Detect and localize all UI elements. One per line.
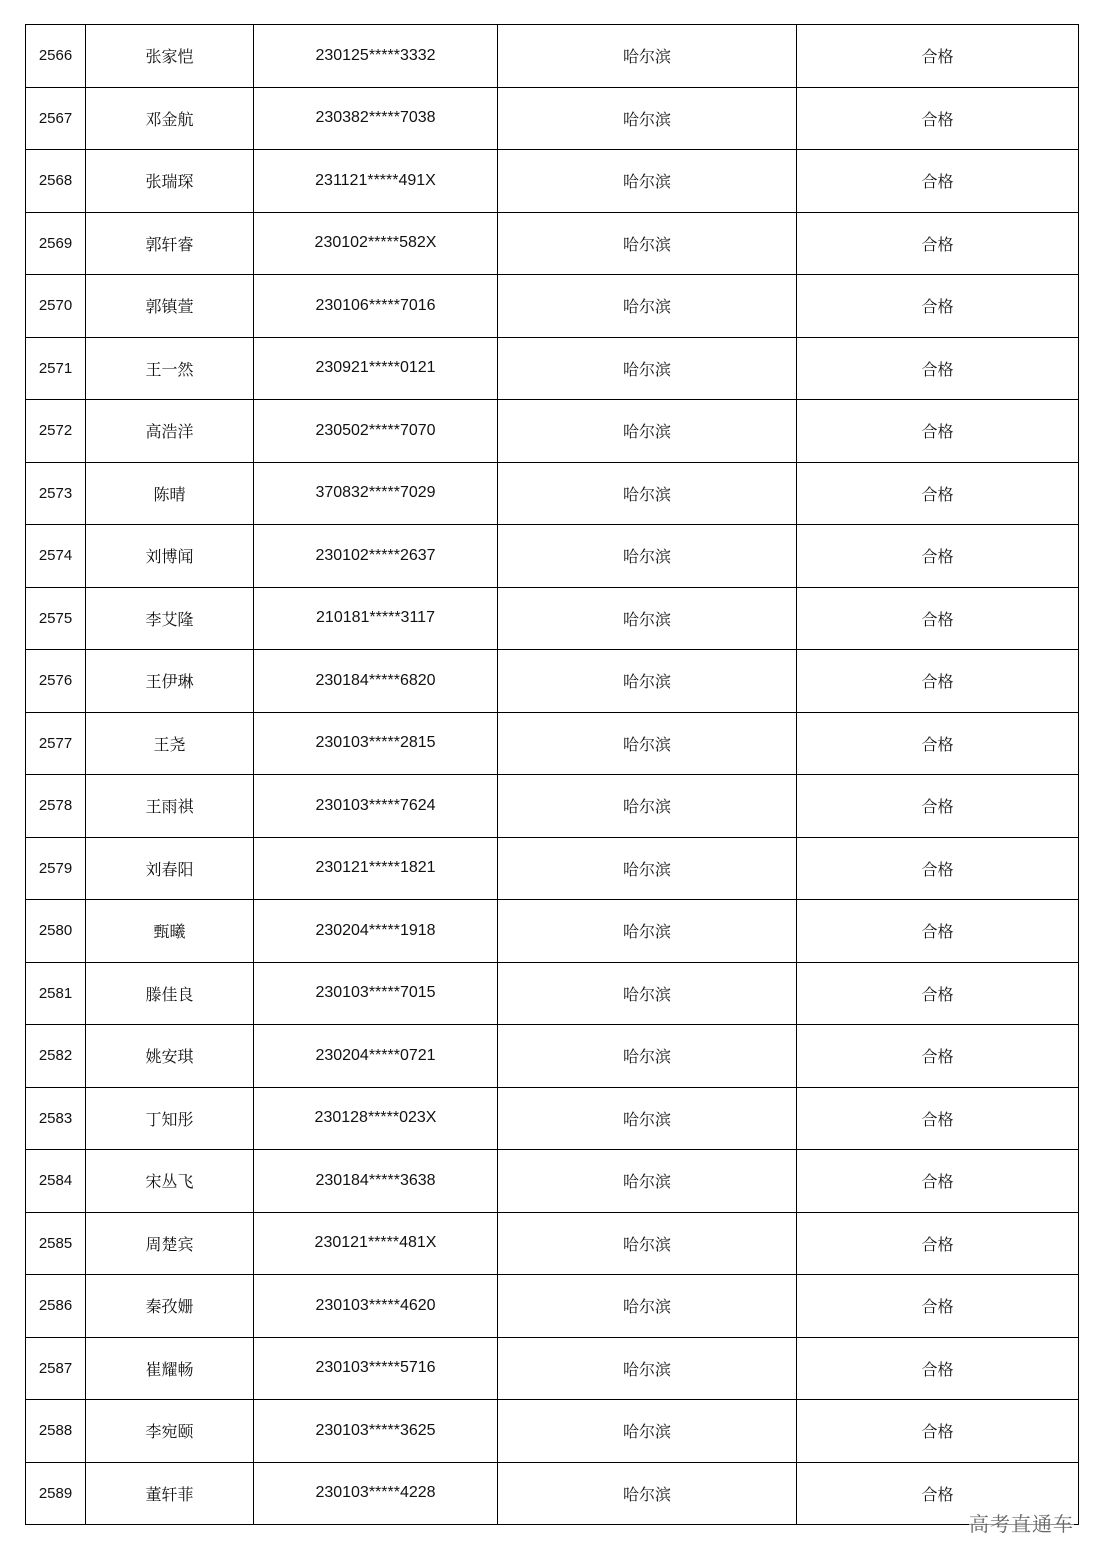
result-cell: 合格 [797,775,1079,838]
row-number: 2580 [26,900,86,963]
id-number-cell: 230102*****582X [254,212,498,275]
row-number: 2577 [26,712,86,775]
city-cell: 哈尔滨 [498,150,797,213]
row-number: 2571 [26,337,86,400]
city-cell: 哈尔滨 [498,775,797,838]
id-number-cell: 230121*****1821 [254,837,498,900]
name-cell: 高浩洋 [86,400,254,463]
row-number: 2581 [26,962,86,1025]
row-number: 2573 [26,462,86,525]
row-number: 2569 [26,212,86,275]
row-number: 2586 [26,1275,86,1338]
name-cell: 滕佳良 [86,962,254,1025]
name-cell: 王雨祺 [86,775,254,838]
id-number-cell: 230184*****6820 [254,650,498,713]
city-cell: 哈尔滨 [498,1150,797,1213]
row-number: 2583 [26,1087,86,1150]
name-cell: 张家恺 [86,25,254,88]
row-number: 2576 [26,650,86,713]
name-cell: 周楚宾 [86,1212,254,1275]
table-row [26,25,1079,88]
table-row [26,150,1079,213]
result-cell: 合格 [797,1087,1079,1150]
result-cell: 合格 [797,87,1079,150]
result-cell: 合格 [797,587,1079,650]
name-cell: 李宛颐 [86,1400,254,1463]
id-number-cell: 230921*****0121 [254,337,498,400]
watermark: 高考直通车 [969,1508,1074,1537]
table-row [26,1150,1079,1213]
row-number: 2567 [26,87,86,150]
result-cell: 合格 [797,275,1079,338]
row-number: 2578 [26,775,86,838]
table-row [26,962,1079,1025]
name-cell: 郭镇萱 [86,275,254,338]
name-cell: 王尧 [86,712,254,775]
result-cell: 合格 [797,1462,1079,1525]
result-cell: 合格 [797,962,1079,1025]
table-row [26,275,1079,338]
result-cell: 合格 [797,712,1079,775]
result-cell: 合格 [797,462,1079,525]
city-cell: 哈尔滨 [498,400,797,463]
name-cell: 张瑞琛 [86,150,254,213]
city-cell: 哈尔滨 [498,650,797,713]
name-cell: 刘春阳 [86,837,254,900]
id-number-cell: 230102*****2637 [254,525,498,588]
table-row [26,462,1079,525]
id-number-cell: 230103*****5716 [254,1337,498,1400]
result-cell: 合格 [797,212,1079,275]
id-number-cell: 230103*****4620 [254,1275,498,1338]
table-row [26,1275,1079,1338]
row-number: 2575 [26,587,86,650]
city-cell: 哈尔滨 [498,1462,797,1525]
table-row [26,400,1079,463]
row-number: 2574 [26,525,86,588]
row-number: 2566 [26,25,86,88]
result-cell: 合格 [797,1400,1079,1463]
row-number: 2588 [26,1400,86,1463]
city-cell: 哈尔滨 [498,587,797,650]
result-cell: 合格 [797,525,1079,588]
table-row [26,650,1079,713]
id-number-cell: 231121*****491X [254,150,498,213]
name-cell: 王一然 [86,337,254,400]
row-number: 2587 [26,1337,86,1400]
result-cell: 合格 [797,1212,1079,1275]
id-number-cell: 230103*****3625 [254,1400,498,1463]
city-cell: 哈尔滨 [498,1212,797,1275]
table-row [26,525,1079,588]
row-number: 2572 [26,400,86,463]
row-number: 2568 [26,150,86,213]
result-cell: 合格 [797,900,1079,963]
table-row [26,587,1079,650]
table-row [26,1025,1079,1088]
name-cell: 秦孜姗 [86,1275,254,1338]
table-row [26,837,1079,900]
table-row [26,1462,1079,1525]
name-cell: 董轩菲 [86,1462,254,1525]
city-cell: 哈尔滨 [498,25,797,88]
table-row [26,900,1079,963]
table-row [26,1087,1079,1150]
city-cell: 哈尔滨 [498,712,797,775]
city-cell: 哈尔滨 [498,275,797,338]
name-cell: 甄曦 [86,900,254,963]
result-cell: 合格 [797,837,1079,900]
result-cell: 合格 [797,1150,1079,1213]
table-row [26,775,1079,838]
city-cell: 哈尔滨 [498,900,797,963]
city-cell: 哈尔滨 [498,462,797,525]
row-number: 2585 [26,1212,86,1275]
row-number: 2582 [26,1025,86,1088]
id-number-cell: 230128*****023X [254,1087,498,1150]
id-number-cell: 210181*****3117 [254,587,498,650]
id-number-cell: 230103*****7624 [254,775,498,838]
table-row [26,1400,1079,1463]
id-number-cell: 230184*****3638 [254,1150,498,1213]
name-cell: 陈晴 [86,462,254,525]
id-number-cell: 230502*****7070 [254,400,498,463]
row-number: 2589 [26,1462,86,1525]
result-cell: 合格 [797,650,1079,713]
table-row [26,87,1079,150]
result-cell: 合格 [797,400,1079,463]
name-cell: 邓金航 [86,87,254,150]
name-cell: 崔耀畅 [86,1337,254,1400]
name-cell: 李艾隆 [86,587,254,650]
city-cell: 哈尔滨 [498,962,797,1025]
row-number: 2579 [26,837,86,900]
name-cell: 刘博闻 [86,525,254,588]
id-number-cell: 230382*****7038 [254,87,498,150]
city-cell: 哈尔滨 [498,1025,797,1088]
table-body [26,25,1079,1525]
id-number-cell: 230103*****4228 [254,1462,498,1525]
row-number: 2584 [26,1150,86,1213]
city-cell: 哈尔滨 [498,212,797,275]
name-cell: 郭轩睿 [86,212,254,275]
table-row [26,1337,1079,1400]
id-number-cell: 370832*****7029 [254,462,498,525]
name-cell: 姚安琪 [86,1025,254,1088]
table-row [26,712,1079,775]
table-row [26,337,1079,400]
name-cell: 王伊琳 [86,650,254,713]
result-cell: 合格 [797,150,1079,213]
table-row [26,1212,1079,1275]
city-cell: 哈尔滨 [498,1275,797,1338]
name-cell: 丁知彤 [86,1087,254,1150]
city-cell: 哈尔滨 [498,337,797,400]
id-number-cell: 230106*****7016 [254,275,498,338]
id-number-cell: 230103*****2815 [254,712,498,775]
id-number-cell: 230204*****0721 [254,1025,498,1088]
result-cell: 合格 [797,1337,1079,1400]
row-number: 2570 [26,275,86,338]
city-cell: 哈尔滨 [498,1087,797,1150]
city-cell: 哈尔滨 [498,1400,797,1463]
city-cell: 哈尔滨 [498,87,797,150]
result-cell: 合格 [797,1275,1079,1338]
city-cell: 哈尔滨 [498,525,797,588]
city-cell: 哈尔滨 [498,1337,797,1400]
id-number-cell: 230125*****3332 [254,25,498,88]
table-row [26,212,1079,275]
city-cell: 哈尔滨 [498,837,797,900]
name-cell: 宋丛飞 [86,1150,254,1213]
result-cell: 合格 [797,25,1079,88]
id-number-cell: 230103*****7015 [254,962,498,1025]
result-cell: 合格 [797,337,1079,400]
result-cell: 合格 [797,1025,1079,1088]
results-table [25,24,1079,1525]
id-number-cell: 230204*****1918 [254,900,498,963]
id-number-cell: 230121*****481X [254,1212,498,1275]
